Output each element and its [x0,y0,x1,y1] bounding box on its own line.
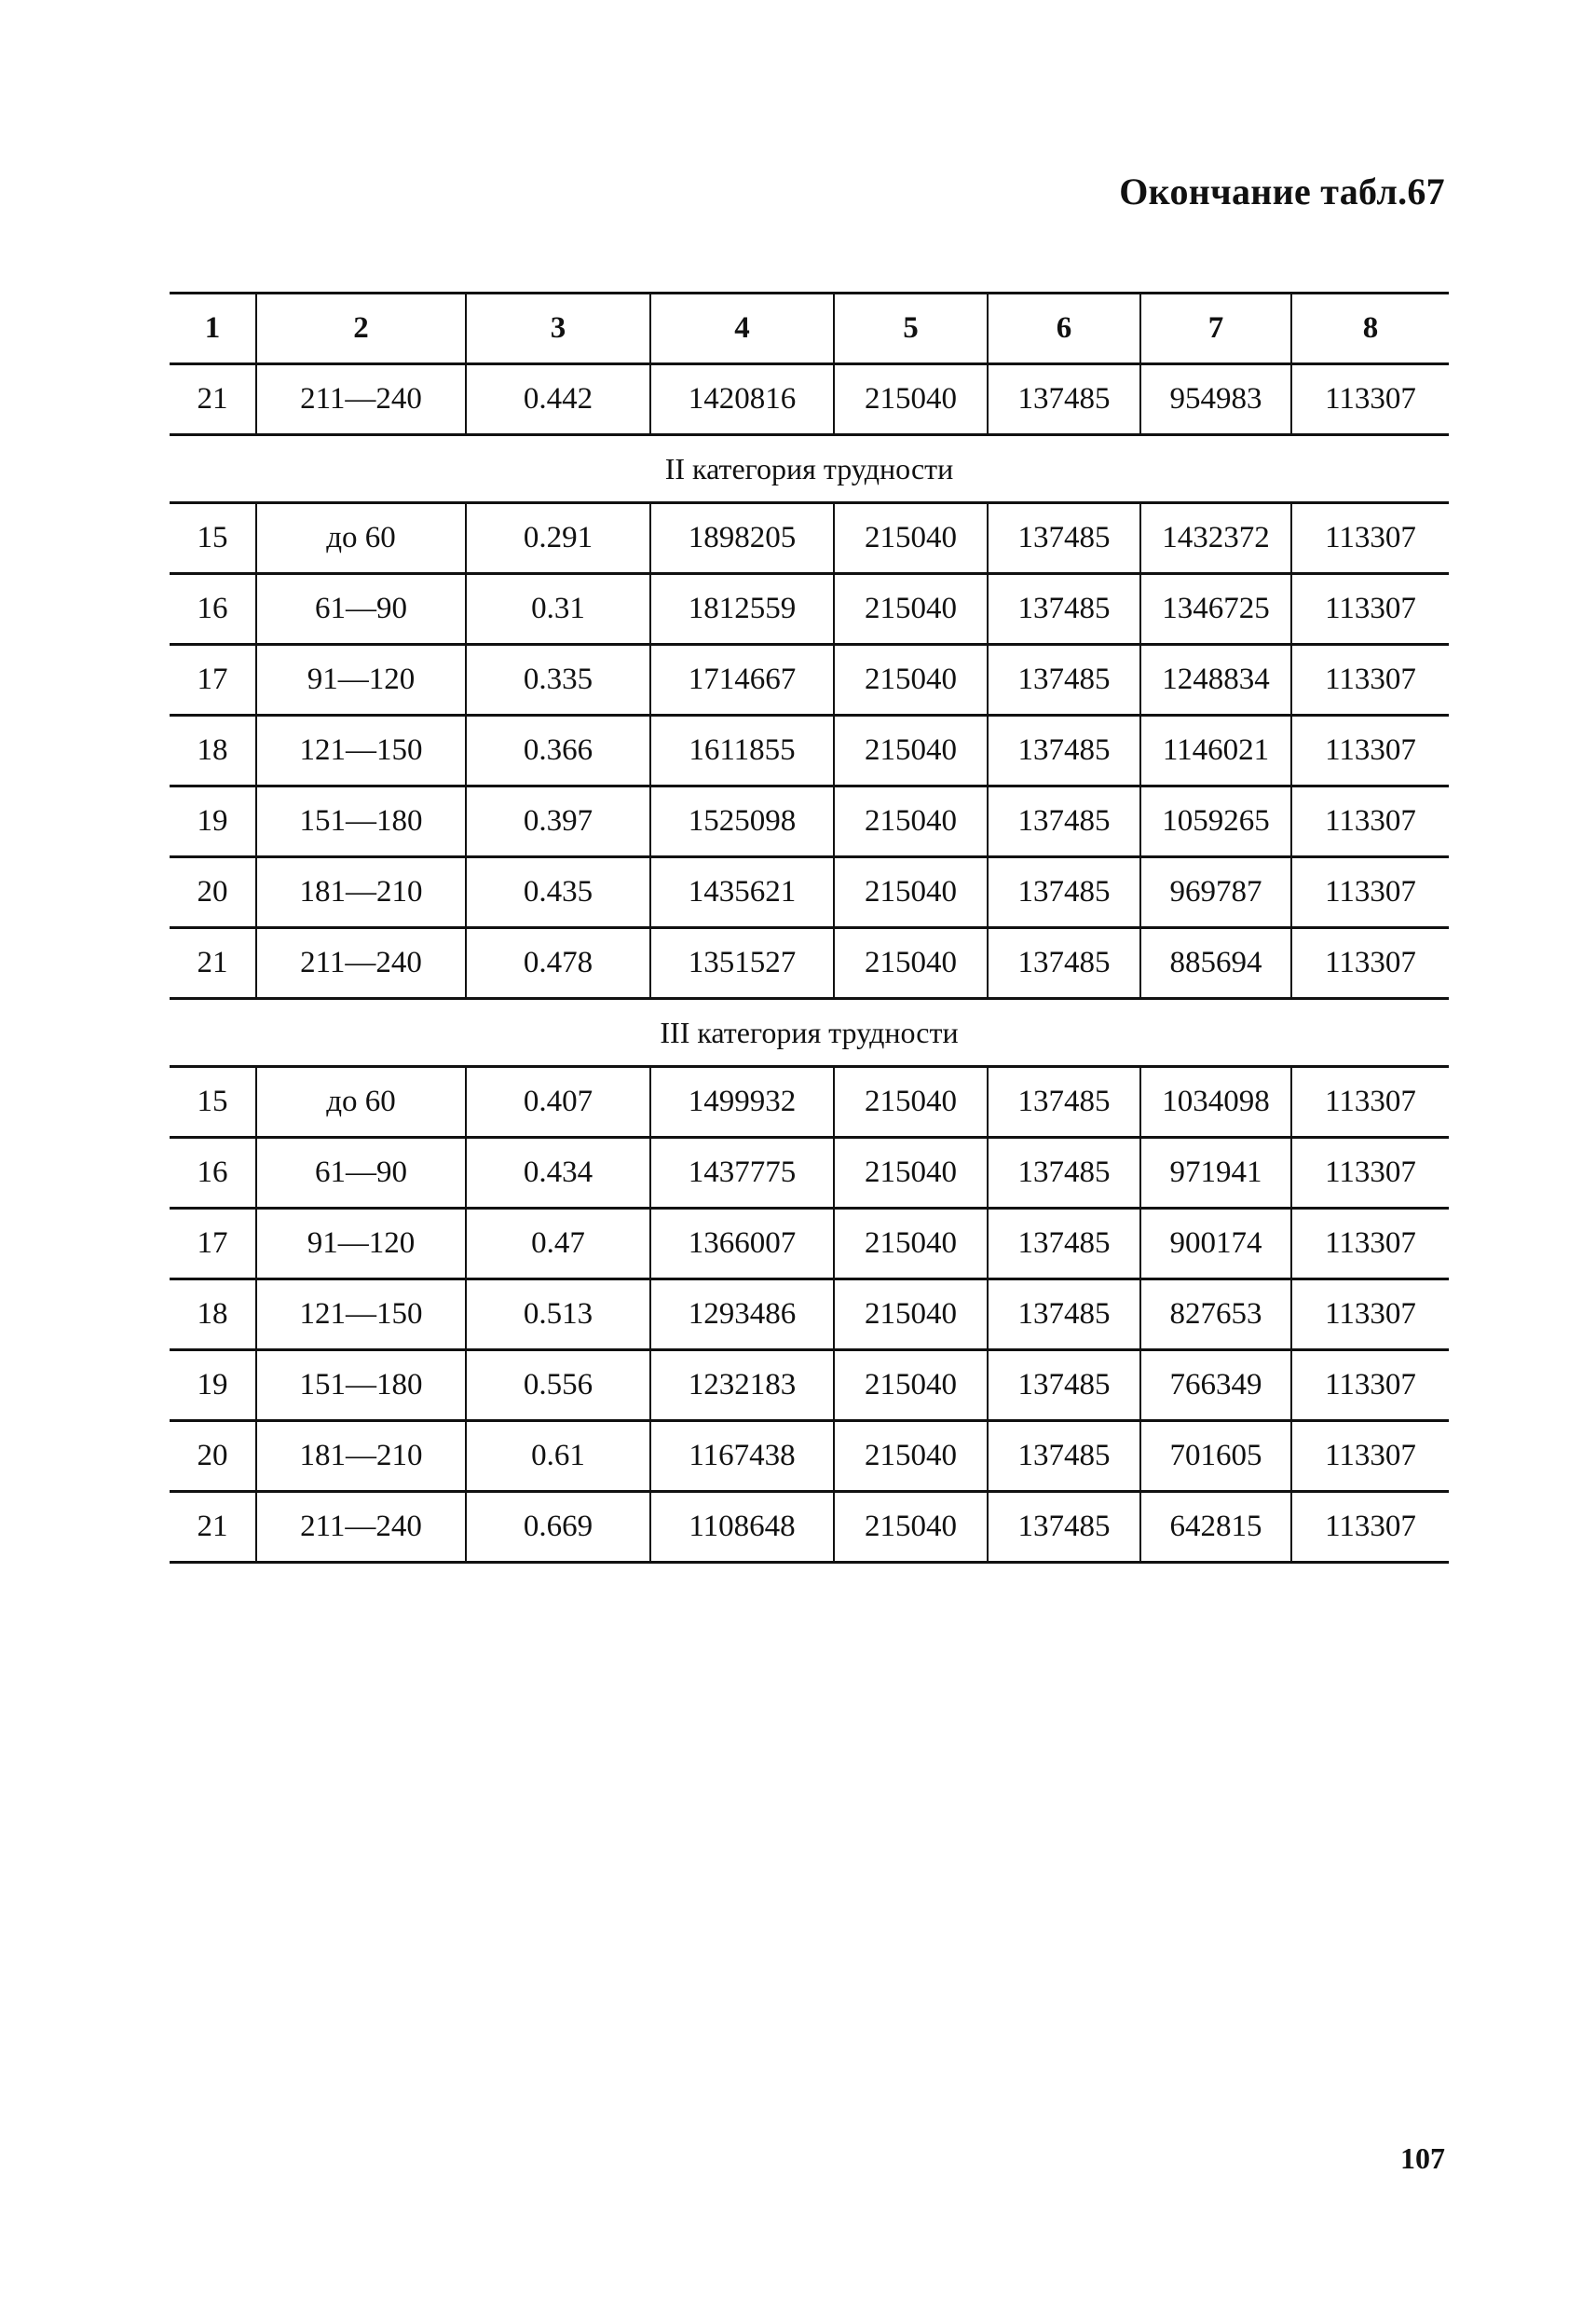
table-cell: до 60 [256,503,466,574]
table-cell: 1248834 [1140,645,1291,716]
table-cell: 137485 [988,1067,1140,1138]
data-table [170,292,1449,1564]
table-cell: 1059265 [1140,786,1291,857]
column-header: 4 [650,294,834,364]
table-cell: 1232183 [650,1350,834,1421]
table-cell: 137485 [988,1209,1140,1279]
table-cell: 1714667 [650,645,834,716]
table-cell: 20 [170,857,256,928]
table-cell: 137485 [988,364,1140,435]
page-number: 107 [1400,2141,1445,2175]
table-row [170,1138,1449,1209]
table-cell: 1108648 [650,1492,834,1563]
section-title: III категория трудности [170,999,1449,1067]
table-cell: 954983 [1140,364,1291,435]
table-cell: 91—120 [256,1209,466,1279]
table-cell: 215040 [834,716,988,786]
table-cell: 885694 [1140,928,1291,999]
table-cell: 1293486 [650,1279,834,1350]
table-cell: 215040 [834,364,988,435]
table-cell: 15 [170,1067,256,1138]
table-cell: 1432372 [1140,503,1291,574]
table-row [170,1279,1449,1350]
table-cell: 17 [170,1209,256,1279]
table-cell: 1420816 [650,364,834,435]
table-cell: 21 [170,928,256,999]
table-row [170,1421,1449,1492]
table-cell: 0.31 [466,574,650,645]
table-cell: 113307 [1291,574,1449,645]
table-cell: 215040 [834,928,988,999]
table-row [170,786,1449,857]
table-cell: 215040 [834,786,988,857]
table-row [170,928,1449,999]
table-row [170,857,1449,928]
table-cell: 211—240 [256,1492,466,1563]
table-cell: 0.47 [466,1209,650,1279]
table-cell: 1167438 [650,1421,834,1492]
table-cell: 16 [170,574,256,645]
column-header: 8 [1291,294,1449,364]
table-cell: 215040 [834,503,988,574]
table-cell: 0.366 [466,716,650,786]
table-cell: 0.335 [466,645,650,716]
table-cell: 151—180 [256,1350,466,1421]
table-cell: 113307 [1291,1209,1449,1279]
table-cell: 0.442 [466,364,650,435]
table-cell: 113307 [1291,928,1449,999]
table-cell: 0.397 [466,786,650,857]
table-cell: 0.407 [466,1067,650,1138]
table-cell: 642815 [1140,1492,1291,1563]
table-cell: 0.669 [466,1492,650,1563]
table-cell: 121—150 [256,716,466,786]
table-cell: 1898205 [650,503,834,574]
table-cell: 91—120 [256,645,466,716]
table-cell: 137485 [988,786,1140,857]
table-cell: 19 [170,786,256,857]
column-header: 1 [170,294,256,364]
table-cell: 20 [170,1421,256,1492]
table-header-row [170,294,1449,364]
table-cell: 766349 [1140,1350,1291,1421]
column-header: 3 [466,294,650,364]
table-cell: 61—90 [256,1138,466,1209]
table-cell: 211—240 [256,364,466,435]
table-cell: 701605 [1140,1421,1291,1492]
table-cell: 1146021 [1140,716,1291,786]
table-cell: 16 [170,1138,256,1209]
table-row [170,645,1449,716]
table-cell: 137485 [988,503,1140,574]
table-cell: 1034098 [1140,1067,1291,1138]
table-cell: 113307 [1291,1279,1449,1350]
table-cell: 827653 [1140,1279,1291,1350]
table-cell: 215040 [834,1421,988,1492]
table-cell: 1437775 [650,1138,834,1209]
table-cell: 137485 [988,1492,1140,1563]
table-cell: 113307 [1291,645,1449,716]
table-cell: 0.513 [466,1279,650,1350]
table-cell: 113307 [1291,1350,1449,1421]
table-cell: 137485 [988,928,1140,999]
table-cell: 151—180 [256,786,466,857]
table-continuation-heading: Окончание табл.67 [1119,171,1445,212]
table-row [170,1492,1449,1563]
table-cell: 211—240 [256,928,466,999]
table-cell: 137485 [988,1350,1140,1421]
table-row [170,1067,1449,1138]
table-cell: 113307 [1291,786,1449,857]
table-cell: 0.291 [466,503,650,574]
table-cell: 0.434 [466,1138,650,1209]
column-header: 7 [1140,294,1291,364]
table-cell: 113307 [1291,364,1449,435]
table-row [170,503,1449,574]
table-cell: 137485 [988,645,1140,716]
column-header: 2 [256,294,466,364]
column-header: 5 [834,294,988,364]
table-cell: 215040 [834,1138,988,1209]
table-cell: 17 [170,645,256,716]
table-cell: 1525098 [650,786,834,857]
table-cell: 900174 [1140,1209,1291,1279]
table-cell: 969787 [1140,857,1291,928]
table-row [170,364,1449,435]
table-cell: 0.61 [466,1421,650,1492]
table-cell: 18 [170,1279,256,1350]
table-cell: 1611855 [650,716,834,786]
table-cell: 0.556 [466,1350,650,1421]
table-cell: 113307 [1291,1067,1449,1138]
table-row [170,716,1449,786]
table-cell: 113307 [1291,1492,1449,1563]
section-title-row [170,999,1449,1067]
table-cell: 137485 [988,1421,1140,1492]
table-cell: 215040 [834,857,988,928]
table-cell: 215040 [834,1279,988,1350]
table-cell: 1346725 [1140,574,1291,645]
table-cell: 971941 [1140,1138,1291,1209]
table-cell: 113307 [1291,1138,1449,1209]
table-cell: 1351527 [650,928,834,999]
table-cell: 215040 [834,1209,988,1279]
section-title: II категория трудности [170,435,1449,503]
table-cell: 137485 [988,1138,1140,1209]
table-cell: 113307 [1291,503,1449,574]
table-cell: 113307 [1291,716,1449,786]
table-cell: 1435621 [650,857,834,928]
table-cell: 0.435 [466,857,650,928]
table-cell: 215040 [834,645,988,716]
table-cell: 1366007 [650,1209,834,1279]
table-cell: 215040 [834,1492,988,1563]
table-cell: 215040 [834,574,988,645]
table-cell: 19 [170,1350,256,1421]
table-cell: 21 [170,1492,256,1563]
table-cell: 121—150 [256,1279,466,1350]
table-cell: 15 [170,503,256,574]
table-cell: 18 [170,716,256,786]
column-header: 6 [988,294,1140,364]
table-cell: 215040 [834,1067,988,1138]
table-row [170,1209,1449,1279]
table-cell: до 60 [256,1067,466,1138]
table-cell: 137485 [988,1279,1140,1350]
table-cell: 1499932 [650,1067,834,1138]
table-cell: 181—210 [256,1421,466,1492]
table-cell: 113307 [1291,1421,1449,1492]
table-row [170,574,1449,645]
section-title-row [170,435,1449,503]
table-cell: 1812559 [650,574,834,645]
table-row [170,1350,1449,1421]
table-cell: 61—90 [256,574,466,645]
table-cell: 215040 [834,1350,988,1421]
table-cell: 137485 [988,857,1140,928]
table-cell: 113307 [1291,857,1449,928]
table-cell: 0.478 [466,928,650,999]
table-cell: 181—210 [256,857,466,928]
table-cell: 21 [170,364,256,435]
table-cell: 137485 [988,716,1140,786]
table-cell: 137485 [988,574,1140,645]
